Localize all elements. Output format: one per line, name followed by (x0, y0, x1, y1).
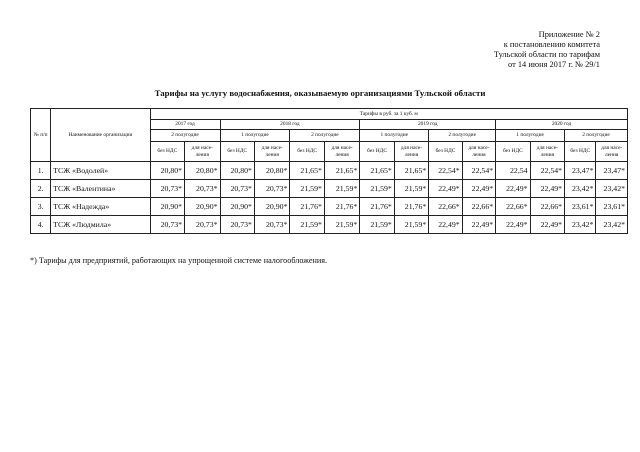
appendix-header (494, 30, 600, 70)
tariff-value: 22,49* (530, 216, 564, 234)
tariff-value: 20,73* (254, 216, 289, 234)
tariff-value: 20,80* (254, 162, 289, 180)
tariff-value: 23,47* (565, 162, 596, 180)
header-year-2019: 2019 год (360, 120, 496, 130)
tariff-value: 21,59* (290, 180, 324, 198)
subheader-population: для насе-ления (462, 142, 495, 162)
tariff-value: 23,42* (565, 216, 596, 234)
organization-name: ТСЖ «Водолей» (51, 162, 150, 180)
header-half-2017-2: 2 полугодие (150, 130, 220, 142)
tariff-value: 21,76* (360, 198, 394, 216)
tariff-value: 23,47* (596, 162, 628, 180)
subheader-no-vat: без НДС (360, 142, 394, 162)
header-half-2020-1: 1 полугодие (496, 130, 565, 142)
tariff-value: 22,66* (530, 198, 564, 216)
tariff-value: 20,73* (220, 180, 254, 198)
tariff-value: 23,42* (565, 180, 596, 198)
subheader-population: для насе-ления (596, 142, 628, 162)
tariff-value: 23,42* (596, 216, 628, 234)
tariff-value: 21,59* (360, 180, 394, 198)
tariff-value: 20,80* (220, 162, 254, 180)
tariff-value: 22,66* (496, 198, 530, 216)
tariff-value: 21,59* (324, 180, 359, 198)
tariff-value: 22,54 (496, 162, 530, 180)
tariff-value: 21,59* (394, 216, 428, 234)
organization-name: ТСЖ «Людмила» (51, 216, 150, 234)
footnote: *) Тарифы для предприятий, работающих на упрощенной системе налогообложения. (30, 256, 328, 265)
document-title: Тарифы на услугу водоснабжения, оказываемую организациями Тульской области (154, 88, 486, 98)
tariff-value: 23,42* (596, 180, 628, 198)
tariff-value: 21,59* (290, 216, 324, 234)
appendix-line-3: Тульской области по тарифам (493, 50, 600, 59)
subheader-no-vat: без НДС (496, 142, 530, 162)
row-number: 1. (31, 162, 51, 180)
tariff-value: 20,80* (185, 162, 220, 180)
table-row (31, 216, 628, 234)
header-num: № п/п (31, 109, 51, 162)
header-half-2018-1: 1 полугодие (220, 130, 290, 142)
header-year-2018: 2018 год (220, 120, 360, 130)
header-year-2017: 2017 год (150, 120, 220, 130)
tariff-value: 20,73* (185, 180, 220, 198)
tariff-value: 20,80* (150, 162, 184, 180)
tariff-value: 21,76* (290, 198, 324, 216)
subheader-no-vat: без НДС (565, 142, 596, 162)
tariff-value: 21,59* (394, 180, 428, 198)
table-row (31, 198, 628, 216)
tariff-value: 20,90* (254, 198, 289, 216)
tariff-value: 22,49* (530, 180, 564, 198)
tariff-value: 20,73* (254, 180, 289, 198)
tariff-value: 22,54* (462, 162, 495, 180)
tariff-value: 21,65* (290, 162, 324, 180)
subheader-no-vat: без НДС (150, 142, 184, 162)
subheader-population: для насе-ления (254, 142, 289, 162)
subheader-population: для насе-ления (530, 142, 564, 162)
organization-name: ТСЖ «Надежда» (51, 198, 150, 216)
tariff-value: 20,90* (150, 198, 184, 216)
tariff-value: 22,66* (462, 198, 495, 216)
tariff-value: 20,90* (220, 198, 254, 216)
tariff-table-body (31, 162, 628, 234)
tariff-value: 21,65* (394, 162, 428, 180)
subheader-population: для насе-ления (394, 142, 428, 162)
subheader-no-vat: без НДС (290, 142, 324, 162)
tariff-value: 22,49* (429, 216, 462, 234)
subheader-no-vat: без НДС (429, 142, 462, 162)
tariff-value: 23,61* (596, 198, 628, 216)
tariff-value: 20,90* (185, 198, 220, 216)
tariff-value: 21,65* (324, 162, 359, 180)
tariff-value: 20,73* (220, 216, 254, 234)
tariff-value: 21,76* (324, 198, 359, 216)
tariff-value: 22,66* (429, 198, 462, 216)
appendix-line-4: от 14 июня 2017 г. № 29/1 (508, 60, 600, 69)
tariff-value: 22,49* (429, 180, 462, 198)
tariff-table (30, 108, 628, 234)
row-number: 3. (31, 198, 51, 216)
tariff-value: 21,76* (394, 198, 428, 216)
tariff-value: 22,54* (530, 162, 564, 180)
subheader-population: для насе-ления (185, 142, 220, 162)
tariff-value: 20,73* (150, 216, 184, 234)
tariff-value: 23,61* (565, 198, 596, 216)
tariff-value: 22,49* (496, 180, 530, 198)
appendix-line-1: Приложение № 2 (538, 30, 600, 39)
header-tariffs: Тарифы в руб. за 1 куб. м (150, 109, 627, 120)
tariff-value: 22,54* (429, 162, 462, 180)
row-number: 4. (31, 216, 51, 234)
tariff-value: 22,49* (496, 216, 530, 234)
row-number: 2. (31, 180, 51, 198)
header-year-2020: 2020 год (496, 120, 628, 130)
subheader-population: для насе-ления (324, 142, 359, 162)
appendix-line-2: к постановлению комитета (503, 40, 600, 49)
table-row (31, 162, 628, 180)
tariff-value: 21,65* (360, 162, 394, 180)
organization-name: ТСЖ «Валентина» (51, 180, 150, 198)
tariff-value: 20,73* (150, 180, 184, 198)
header-half-2018-2: 2 полугодие (290, 130, 360, 142)
tariff-value: 21,59* (360, 216, 394, 234)
tariff-value: 22,49* (462, 216, 495, 234)
header-org: Наименование организации (51, 109, 150, 162)
tariff-value: 22,49* (462, 180, 495, 198)
header-half-2020-2: 2 полугодие (565, 130, 628, 142)
header-half-2019-1: 1 полугодие (360, 130, 429, 142)
tariff-value: 21,59* (324, 216, 359, 234)
header-half-2019-2: 2 полугодие (429, 130, 496, 142)
table-row (31, 180, 628, 198)
tariff-value: 20,73* (185, 216, 220, 234)
subheader-no-vat: без НДС (220, 142, 254, 162)
